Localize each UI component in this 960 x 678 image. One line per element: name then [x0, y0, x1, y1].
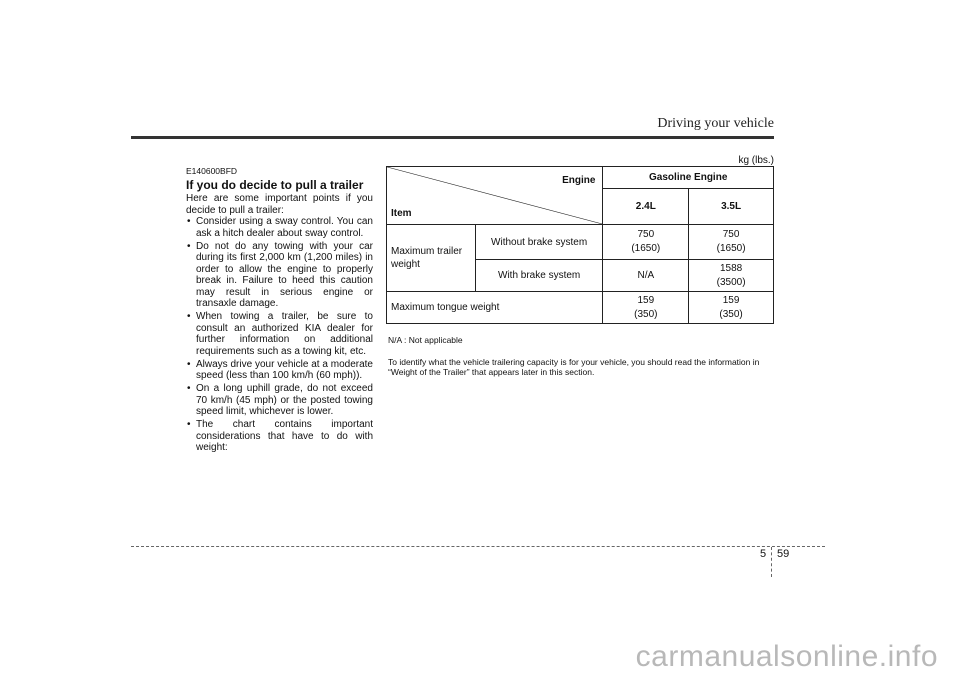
row-without-brake: Without brake system: [475, 225, 603, 260]
running-header-title: Driving your vehicle: [657, 116, 774, 131]
cell-with-3-5l: 1588 (3500): [689, 260, 774, 292]
cell-tongue-3-5l: 159 (350): [689, 292, 774, 324]
section-title: If you do decide to pull a trailer: [186, 178, 364, 192]
table-footnote: N/A : Not applicable: [388, 335, 463, 345]
list-item: • Do not do any towing with your car during its first 2,000 km (1,200 miles) in order to allow the engine to properly break in. Failure to heed this caution may result in serious engine or transaxle damage.: [187, 240, 373, 309]
units-label: kg (lbs.): [738, 155, 774, 166]
cell-tongue-2-4l: 159 (350): [603, 292, 689, 324]
footer-divider: [771, 547, 772, 577]
row-with-brake: With brake system: [475, 260, 603, 292]
watermark-logo: carmanualsonline.info: [635, 640, 938, 673]
footer-rule: [131, 546, 825, 547]
page-number: 59: [777, 548, 790, 560]
header-rule: [131, 136, 774, 139]
row-max-tongue-weight: Maximum tongue weight: [387, 292, 603, 324]
cell-with-2-4l: N/A: [603, 260, 689, 292]
list-item: • Consider using a sway control. You can ask a hitch dealer about sway control.: [187, 216, 373, 239]
cell-without-2-4l: 750 (1650): [603, 225, 689, 260]
trailer-capacity-note: To identify what the vehicle trailering capacity is for your vehicle, you should read the information in “Weight of the Trailer” that appears later in this section.: [388, 357, 760, 377]
header-item: Item: [391, 208, 412, 219]
cell-without-3-5l: 750 (1650): [689, 225, 774, 260]
intro-text: Here are some important points if you decide to pull a trailer:: [186, 193, 373, 216]
list-item: • When towing a trailer, be sure to consult an authorized KIA dealer for further information on additional requirements such as a towing kit, etc.: [187, 311, 373, 357]
list-item: • Always drive your vehicle at a moderate speed (less than 100 km/h (60 mph)).: [187, 358, 373, 381]
list-item: • On a long uphill grade, do not exceed 70 km/h (45 mph) or the posted towing speed limit, whichever is lower.: [187, 383, 373, 417]
header-gasoline-engine: Gasoline Engine: [603, 167, 774, 189]
table-corner-cell: [387, 167, 603, 225]
header-2-4l: 2.4L: [603, 189, 689, 225]
header-engine: Engine: [562, 175, 596, 186]
list-item: • The chart contains important considerations that have to do with weight:: [187, 419, 373, 453]
row-max-trailer-weight: Maximum trailer weight: [387, 225, 476, 292]
header-3-5l: 3.5L: [689, 189, 774, 225]
section-code: E140600BFD: [186, 166, 238, 176]
bullet-list: [186, 216, 373, 455]
chapter-number: 5: [760, 548, 767, 560]
trailer-weight-table: [386, 166, 774, 324]
